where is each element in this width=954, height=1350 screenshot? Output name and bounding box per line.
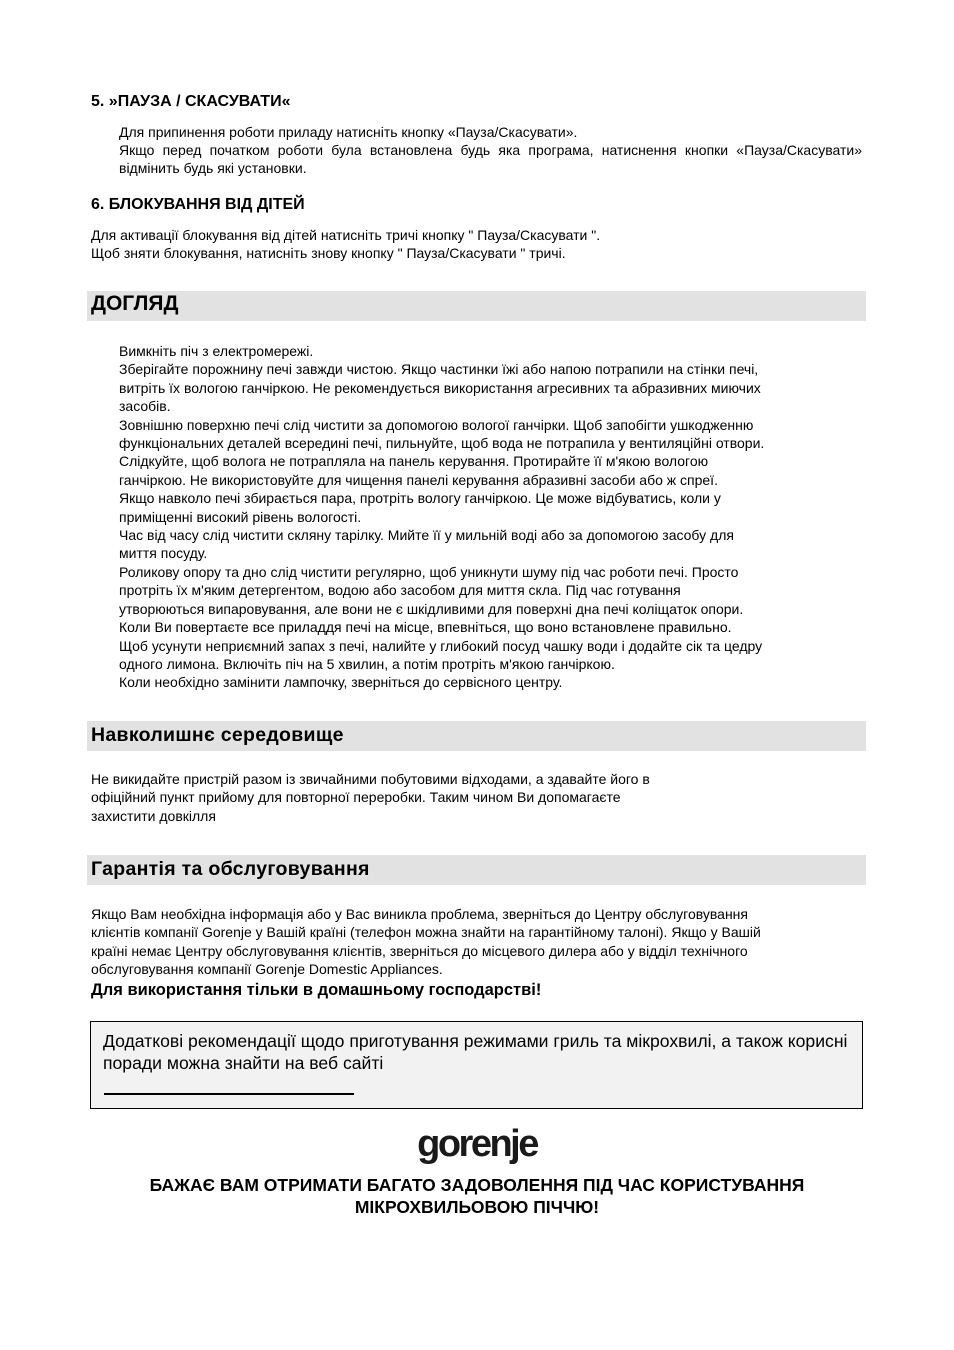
child-lock-line-2: Щоб зняти блокування, натисніть знову кнопку " Пауза/Скасувати " тричі.	[91, 245, 566, 262]
environment-heading-band	[87, 721, 866, 751]
environment-heading: Навколишнє середовище	[91, 724, 344, 746]
closing-message	[0, 1174, 954, 1218]
environment-line: Не викидайте пристрій разом із звичайними побутовими відходами, а здавайте його в	[91, 771, 650, 787]
care-line: протріть їх м'яким детергентом, водою або засобом для миття скла. Під час готування	[119, 582, 681, 599]
household-use-note: Для використання тільки в домашньому господарстві!	[91, 981, 542, 999]
gorenje-logo: gorenje	[417, 1123, 537, 1165]
care-line: функціональних деталей всередині печі, пильнуйте, щоб вода не потрапила у вентиляційні отвори.	[119, 435, 765, 452]
child-lock-line-1: Для активації блокування від дітей натисніть тричі кнопку " Пауза/Скасувати ".	[91, 227, 601, 243]
care-line: Зовнішню поверхню печі слід чистити за допомогою вологої ганчірки. Щоб запобігти ушкодженню	[119, 416, 754, 433]
environment-line: офіційний пункт прийому для повторної переробки. Таким чином Ви допомагаєте	[91, 789, 621, 806]
closing-line-2: МІКРОХВИЛЬОВОЮ ПІЧЧЮ!	[354, 1197, 600, 1217]
care-line: Щоб усунути неприємний запах з печі, налийте у глибокий посуд чашку води і додайте сік та цедру	[119, 637, 763, 654]
recommendation-box	[90, 1021, 863, 1109]
website-underline	[104, 1093, 354, 1095]
care-line: засобів.	[119, 398, 171, 415]
warranty-text	[91, 905, 761, 979]
care-line: приміщенні високий рівень вологості.	[119, 508, 362, 525]
warranty-line: країні немає Центру обслуговування клієнтів, зверніться до місцевого дилера або у відділ технічного	[91, 942, 748, 959]
care-line: миття посуду.	[119, 545, 208, 562]
warranty-line: обслуговування компанії Gorenje Domestic Appliances.	[91, 961, 443, 978]
recommendation-text: Додаткові рекомендації щодо приготування режимами гриль та мікрохвилі, а також корисні поради можна знайти на веб сайті	[103, 1031, 848, 1073]
child-lock-text	[91, 226, 600, 263]
care-line: Роликову опору та дно слід чистити регулярно, щоб уникнути шуму під час роботи печі. Просто	[119, 563, 739, 580]
care-line: утворюються випаровування, але вони не є шкідливими для поверхні дна печі коліщаток опори.	[119, 600, 744, 617]
warranty-line: клієнтів компанії Gorenje у Вашій країні (телефон можна знайти на гарантійному талоні). Якщо у Вашій	[91, 924, 761, 941]
warranty-line: Якщо Вам необхідна інформація або у Вас виникла проблема, зверніться до Центру обслуговування	[91, 906, 748, 922]
care-line: витріть їх вологою ганчіркою. Не рекомендується використання агресивних та абразивних миючих	[119, 379, 761, 396]
warranty-heading-band	[87, 855, 866, 885]
pause-heading: 5. »ПАУЗА / СКАСУВАТИ«	[91, 93, 291, 110]
care-line: Якщо навколо печі збирається пара, протріть вологу ганчіркою. Це може відбуватись, коли у	[119, 490, 721, 507]
care-line: Коли необхідно замінити лампочку, зверніться до сервісного центру.	[119, 674, 563, 691]
warranty-heading: Гарантія та обслуговування	[91, 858, 370, 880]
care-line: Слідкуйте, щоб волога не потрапляла на панель керування. Протирайте її м'якою вологою	[119, 453, 709, 470]
environment-line: захистити довкілля	[91, 807, 216, 824]
pause-line-1: Для припинення роботи приладу натисніть кнопку «Пауза/Скасувати».	[119, 124, 578, 140]
care-line: Коли Ви повертаєте все приладдя печі на місце, впевніться, що воно встановлене правильно.	[119, 619, 732, 636]
care-text	[119, 342, 764, 692]
child-lock-heading: 6. БЛОКУВАННЯ ВІД ДІТЕЙ	[91, 196, 305, 213]
care-line: Час від часу слід чистити скляну тарілку. Мийте її у мильній воді або за допомогою засобу для	[119, 527, 734, 544]
care-line: Вимкніть піч з електромережі.	[119, 343, 314, 359]
care-line: одного лимона. Включіть піч на 5 хвилин, а потім протріть м'якою ганчіркою.	[119, 655, 615, 672]
pause-line-2: Якщо перед початком роботи була встановлена будь яка програма, натиснення кнопки «Пауза/Скасувати» відмінить будь які установки.	[119, 142, 862, 177]
care-heading-band	[87, 291, 866, 321]
environment-text	[91, 770, 650, 825]
care-heading: ДОГЛЯД	[91, 292, 179, 315]
care-line: ганчіркою. Не використовуйте для чищення панелі керування абразивні засоби або ж спреї.	[119, 471, 718, 488]
closing-line-1: БАЖАЄ ВАМ ОТРИМАТИ БАГАТО ЗАДОВОЛЕННЯ ПІД ЧАС КОРИСТУВАННЯ	[149, 1175, 805, 1195]
care-line: Зберігайте порожнину печі завжди чистою. Якщо частинки їжі або напою потрапили на стінки печі,	[119, 361, 759, 378]
